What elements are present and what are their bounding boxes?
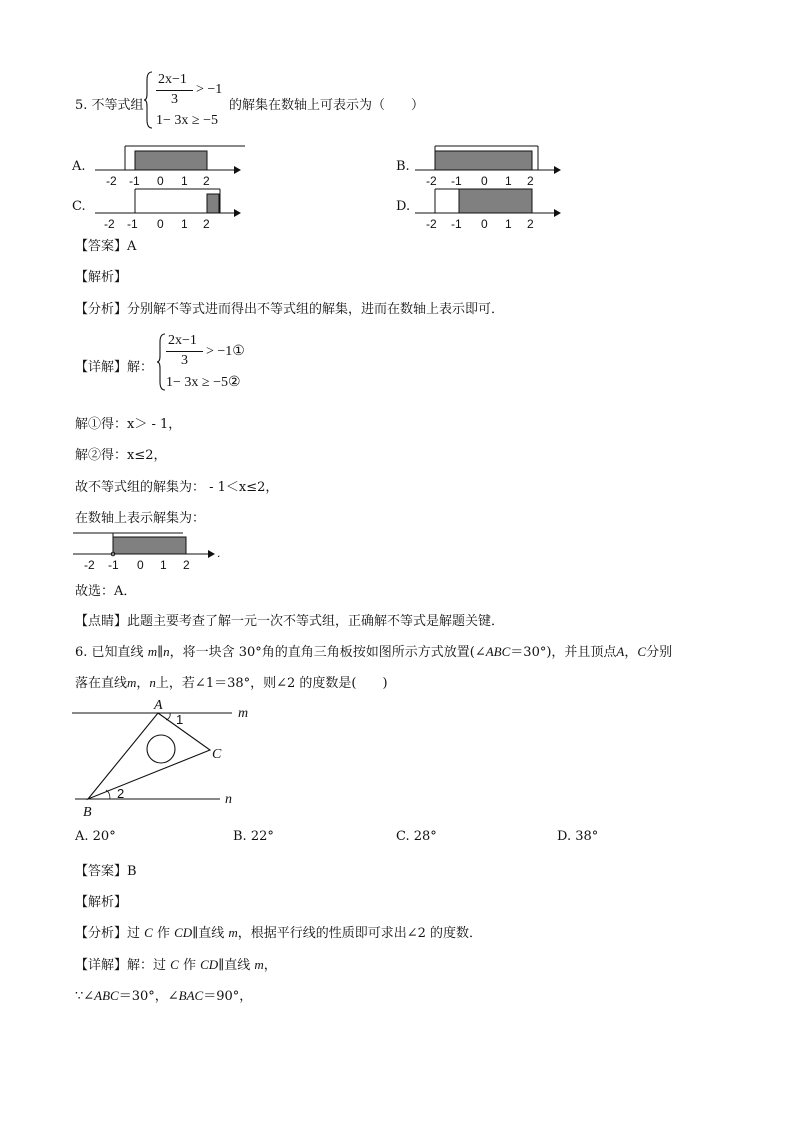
text: ＝30°， [118,989,168,1004]
q6-figure [70,698,270,823]
q5-option-a-shaded-region [135,151,207,170]
xiangjie-tag: 【详解】 [75,958,128,973]
text: 上，若∠1＝38°，则∠2 的度数是( ) [155,676,388,691]
text: ， [136,676,150,691]
q6-option-b: B. 22° [233,829,274,844]
q5-frac-den: 3 [171,92,178,107]
fenxi-tag: 【分析】 [75,302,128,317]
dianjing-text: 此题主要考查了解一元一次不等式组，正确解不等式是解题关键． [127,614,505,629]
text: ， [263,958,277,973]
q5-detail-rel1: > −1① [206,344,245,359]
q5-option-b-number-line [410,143,570,188]
text: 分别 [646,645,673,660]
tick-label: -2 [84,558,95,572]
q5-detail-frac-den: 3 [181,353,188,368]
math-m: m [254,957,264,972]
label-2: 2 [117,786,125,801]
q5-rel1: > −1 [196,82,223,97]
tick-label: -1 [129,174,140,188]
text: ，将一块含 30°角的直角三角板按如图所示方式放置( [169,645,475,660]
q5-option-c-shaded-region [207,194,219,213]
fenxi-text: 分别解不等式进而得出不等式组的解集，进而在数轴上表示即可． [127,302,505,317]
math-angle-abc: ∠ABC [83,988,119,1003]
q5-analysis-tag: 【解析】 [75,270,128,285]
tick-label: -1 [451,217,462,231]
tick-label: 1 [505,217,512,231]
q5-answer [75,235,136,254]
q6-option-d: D. 38° [557,829,599,844]
math-c: C [637,644,647,659]
q5-stem-before: 不等式组 [91,98,144,113]
text: 落在直线 [75,676,128,691]
q5-stem-after: 的解集在数轴上可表示为（ ） [229,98,425,113]
q5-frac-bar [156,90,193,91]
text: 作 [182,958,196,973]
q5-system-brace [144,70,154,130]
tick-label: 2 [203,217,210,231]
q6-option-c: C. 28° [396,829,437,844]
tick-label: 2 [527,217,534,231]
q5-option-c-label: C. [72,199,86,214]
q5-step4: 在数轴上表示解集为： [75,511,206,526]
tick-label: 0 [157,174,164,188]
tick-label: -2 [104,217,115,231]
tick-label: 2 [203,174,210,188]
tick-label: 2 [183,558,190,572]
tick-label: 1 [160,558,167,572]
answer-tag: 【答案】 [75,239,128,254]
q5-xiangjie [75,356,153,375]
text: ∥直线 [192,926,225,941]
q5-frac-num: 2x−1 [158,72,187,87]
text: 6. 已知直线 [75,645,144,660]
answer-value: B [127,864,137,879]
math-cd: CD [200,957,219,972]
math-cd: CD [174,925,193,940]
label-a: A [154,698,163,713]
q5-step1: 解①得：x＞ - 1， [75,417,182,432]
q5-detail-line2: 1− 3x ≥ −5② [166,375,241,390]
q5-option-b-shaded-region [435,151,532,170]
label-c: C [212,747,222,762]
q5-solution-period: . [217,546,221,560]
q5-step2: 解②得：x≤2， [75,448,167,463]
tick-label: -1 [108,558,119,572]
q5-line2: 1− 3x ≥ −5 [156,113,218,128]
tick-label: 1 [181,174,188,188]
q6-stem-line1 [75,641,672,660]
tick-label: 2 [527,174,534,188]
q5-option-b-label: B. [396,159,410,174]
q5-fenxi [75,298,504,317]
text: ∥直线 [218,958,251,973]
text: ，根据平行线的性质即可求出∠2 的度数． [237,926,483,941]
because-symbol: ∵ [75,989,84,1004]
math-n: n [149,675,156,690]
q5-number: 5. [75,98,88,113]
text: 解：过 [127,958,167,973]
q6-stem-line2 [75,672,388,691]
tick-label: 0 [157,217,164,231]
dianjing-tag: 【点睛】 [75,614,128,629]
q5-step3: 故不等式组的解集为： - 1＜x≤2， [75,480,279,495]
tick-label: 1 [505,174,512,188]
q5-option-c-number-line [90,186,250,231]
tick-label: 0 [137,558,144,572]
label-m: m [238,706,249,721]
xiangjie-intro: 解： [127,360,154,375]
q6-xiangjie [75,954,277,973]
q5-option-d-label: D. [396,199,411,214]
math-c: C [144,925,153,940]
q5-solution-shaded-region [113,537,186,554]
text: ＝90°， [203,989,253,1004]
q5-option-d-number-line [410,186,570,231]
q5-detail-frac-bar [166,351,203,352]
xiangjie-tag: 【详解】 [75,360,128,375]
text: 作 [156,926,170,941]
answer-value: A [127,239,137,254]
triangle-hole [147,735,175,763]
q6-answer [75,860,137,879]
q5-option-a-label: A. [72,159,86,174]
q5-option-c-ticks [104,217,210,231]
text: 过 [127,926,141,941]
q5-option-d-ticks [426,217,534,231]
math-mn: m∥n [147,644,170,659]
text: ＝30°)，并且顶点 [510,645,617,660]
math-angle-bac: ∠BAC [167,988,204,1003]
math-c: C [170,957,179,972]
tick-label: 1 [181,217,188,231]
q6-fenxi [75,922,482,941]
tick-label: -1 [127,217,138,231]
q5-detail-frac-num: 2x−1 [168,333,197,348]
q5-option-d-shaded-region [459,189,532,213]
q5-option-a-number-line [90,143,250,188]
fenxi-tag: 【分析】 [75,926,128,941]
math-a: A [616,644,625,659]
label-n: n [225,792,232,807]
tick-label: 0 [481,174,488,188]
label-b: B [83,805,92,820]
tick-label: -2 [106,174,117,188]
q5-choose: 故选：A． [75,584,137,599]
q5-solution-ticks [84,558,190,572]
q6-analysis-tag: 【解析】 [75,895,128,910]
text: ， [624,645,638,660]
tick-label: -1 [451,174,462,188]
label-1: 1 [176,712,184,727]
q5-dianjing [75,610,504,629]
q5-stem [75,94,144,113]
math-angle-abc: ∠ABC [474,644,511,659]
q6-option-a: A. 20° [75,829,116,844]
answer-tag: 【答案】 [75,864,128,879]
tick-label: 0 [481,217,488,231]
q5-solution-number-line [68,527,238,577]
q6-because-line [75,985,252,1004]
math-m: m [127,675,137,690]
math-m: m [228,925,238,940]
tick-label: -2 [426,174,437,188]
tick-label: -2 [426,217,437,231]
